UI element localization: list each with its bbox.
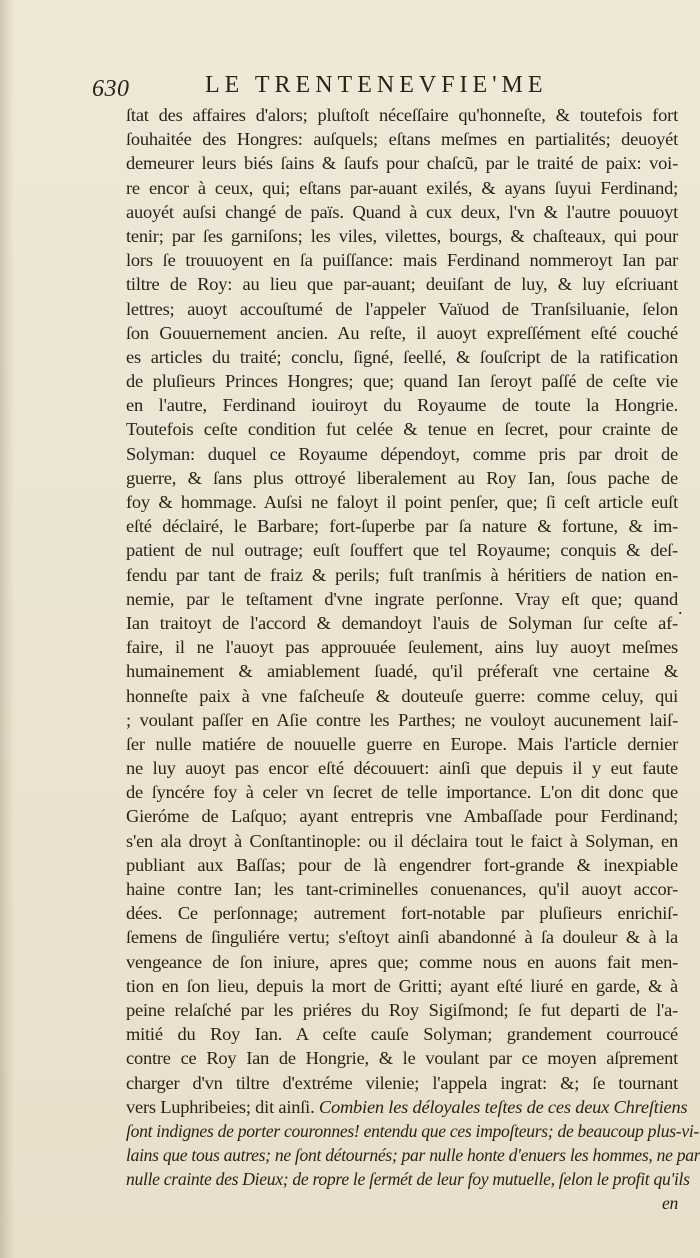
text-line: ne luy auoyt pas encor eſté découuert: ainſi que depuis il y eut faute xyxy=(126,758,678,779)
text-line: tenir; par ſes garniſons; les viles, vilettes, bourgs, & chaſteaux, qui pour xyxy=(126,225,678,246)
text-line: charger d'vn tiltre d'extréme vilenie; l'appela ingrat: &; ſe tournant xyxy=(126,1072,678,1093)
text-line: es articles du traité; conclu, ſigné, ſeellé, & ſouſcript de la ratification xyxy=(126,346,678,367)
text-line: en l'autre, Ferdinand iouiroyt du Royaume de toute la Hongrie. xyxy=(126,395,678,416)
text-line: ſer nulle matiére de nouuelle guerre en Europe. Mais l'article dernier xyxy=(126,733,678,754)
text-run: vers Luphribeies; dit ainſi. xyxy=(126,1096,319,1117)
text-line: nemie, par le teſtament d'vne ingrate perſonne. Vray eſt que; quand xyxy=(126,588,678,609)
page-spine-shadow xyxy=(0,0,14,1258)
italic-text-line: en xyxy=(661,1193,678,1214)
italic-text-line: nulle crainte des Dieux; de ropre le ſermét de leur foy mutuelle, ſelon le profit qu'ils xyxy=(126,1169,690,1190)
text-line: ſon Gouuernement ancien. Au reſte, il auoyt expreſſément eſté couché xyxy=(126,322,678,343)
text-line: Gieróme de Laſquo; ayant entrepris vne Ambaſſade pour Ferdinand; xyxy=(126,806,678,827)
text-line: de pluſieurs Princes Hongres; que; quand Ian ſeroyt paſſé de ceſte vie xyxy=(126,371,678,392)
text-line: lettres; auoyt accouſtumé de l'appeler Vaïuod de Tranſsiluanie, ſelon xyxy=(126,298,678,319)
text-line: haine contre Ian; les tant-criminelles conuenances, qu'il auoyt accor- xyxy=(126,879,678,899)
text-line: ; voulant paſſer en Aſie contre les Parthes; ne vouloyt aucunement laiſ- xyxy=(126,709,678,730)
italic-text-run: Combien les déloyales teſtes de ces deux Chreſtiens xyxy=(318,1096,688,1117)
text-line: s'en ala droyt à Conſtantinople: ou il déclaira tout le faict à Solyman, en xyxy=(126,830,678,851)
text-line: vengeance de ſon iniure, apres que; comme nous en auons fait men- xyxy=(126,951,678,972)
text-line: guerre, & ſans plus ottroyé liberalement au Roy Ian, ſous pache de xyxy=(126,467,678,488)
text-line: publiant aux Baſſas; pour de là engendrer fort-grande & inexpiable xyxy=(126,854,678,875)
italic-text-line: lains que tous autres; ne ſont détournés; par nulle honte d'enuers les hommes, ne par xyxy=(126,1145,700,1166)
text-line: lors ſe trouuoyent en ſa puiſſance: mais Ferdinand nommeroyt Ian par xyxy=(126,250,678,271)
text-line: auoyét auſsi changé de païs. Quand à cux deux, l'vn & l'autre pouuoyt xyxy=(126,201,678,222)
text-line: contre ce Roy Ian de Hongrie, & le voulant par ce moyen aſprement xyxy=(126,1048,678,1069)
text-line xyxy=(126,1095,688,1119)
text-line: foy & hommage. Auſsi ne faloyt il point penſer, que; ſi ceſt article euſt xyxy=(126,492,678,512)
text-line: ſouhaitée des Hongres: auſquels; eſtans meſmes en partialités; deuoyét xyxy=(126,129,678,150)
text-line: peine relaſché par les priéres du Roy Sigiſmond; ſe fut departi de l'a- xyxy=(126,999,678,1020)
page-number: 630 xyxy=(92,76,130,102)
text-line: dées. Ce perſonnage; autrement fort-notable par pluſieurs enrichiſ- xyxy=(126,903,678,924)
margin-mark: . xyxy=(678,598,683,618)
text-line: ſemens de ſinguliére vertu; s'eſtoyt ainſi abandonné à ſa douleur & à la xyxy=(126,927,678,948)
text-line: honneſte paix à vne faſcheuſe & douteuſe guerre: comme celuy, qui xyxy=(126,685,678,706)
text-line: patient de nul outrage; euſt ſouffert que tel Royaume; conquis & deſ- xyxy=(126,540,678,561)
text-line: tion en ſon lieu, depuis la mort de Gritti; ayant eſté liuré en garde, & à xyxy=(126,975,678,996)
text-line: ſtat des affaires d'alors; pluſtoſt néceſſaire qu'honneſte, & toutefois fort xyxy=(126,105,678,125)
text-line: humainement & amiablement ſuadé, qu'il préferaſt vne certaine & xyxy=(126,661,678,682)
text-line: Ian traitoyt de l'accord & demandoyt l'auis de Solyman ſur ceſte af- xyxy=(126,612,678,633)
italic-text-line: ſont indignes de porter couronnes! entendu que ces impoſteurs; de beaucoup plus-vi- xyxy=(126,1120,699,1141)
body-text xyxy=(126,103,700,1216)
text-line: mitié du Roy Ian. A ceſte cauſe Solyman; grandement courroucé xyxy=(126,1024,678,1045)
running-head: LE TRENTENEVFIE'ME xyxy=(205,72,548,98)
text-line: de ſyncére foy à celer vn ſecret de telle importance. L'on dit donc que xyxy=(126,782,678,803)
text-line: tiltre de Roy: au lieu que par-auant; deuiſant de luy, & luy eſcriuant xyxy=(126,274,678,295)
text-line: faire, il ne l'auoyt pas approuuée ſeulement, ains luy auoyt meſmes xyxy=(126,637,678,658)
text-line: Solyman: duquel ce Royaume dépendoyt, comme pris par droit de xyxy=(126,443,678,464)
text-line: demeurer leurs biés ſains & ſaufs pour chaſcũ, par le traité de paix: voi- xyxy=(126,153,678,174)
text-line: re encor à ceux, qui; eſtans par-auant exilés, & ayans ſuyui Ferdinand; xyxy=(126,177,678,198)
text-line: Toutefois ceſte condition fut celée & tenue en ſecret, pour crainte de xyxy=(126,419,678,440)
text-line: eſté déclairé, le Barbare; fort-ſuperbe par ſa nature & fortune, & im- xyxy=(126,516,678,537)
text-line: fendu par tant de fraiz & perils; fuſt tranſmis à héritiers de nation en- xyxy=(126,564,678,585)
